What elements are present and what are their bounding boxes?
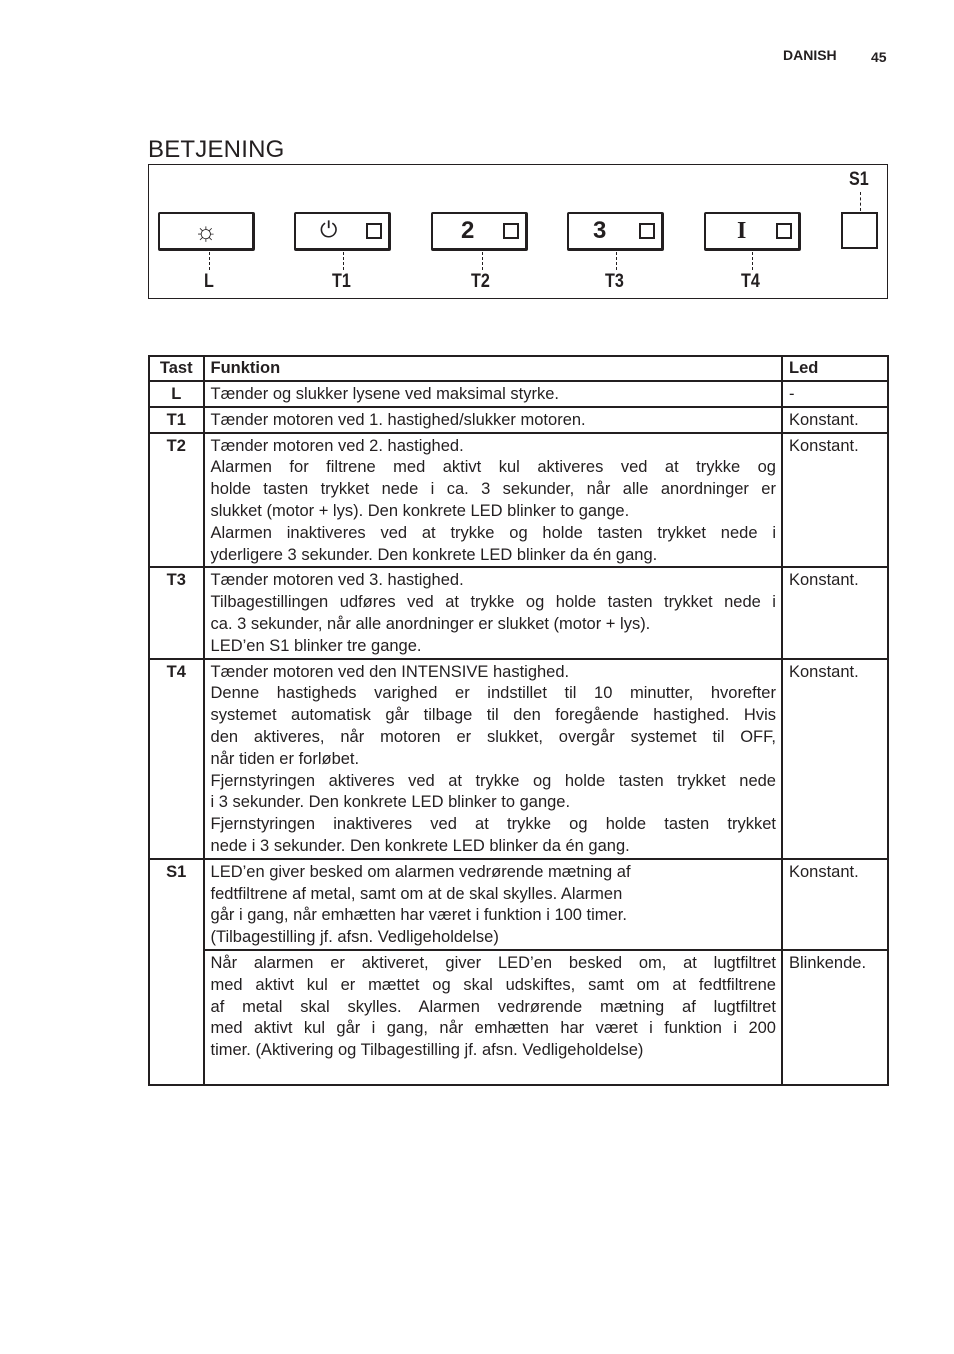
key-cell: T3	[149, 567, 204, 658]
function-line: Tænder motoren ved 3. hastighed.	[210, 571, 464, 590]
function-line: i 3 sekunder. Den konkrete LED blinker to gange.	[210, 793, 571, 812]
function-cell	[204, 950, 782, 1085]
function-line: Tænder motoren ved 2. hastighed.	[210, 436, 464, 455]
leader-line	[482, 252, 483, 270]
function-line: timer. (Aktivering og Tilbagestilling jf. afsn. Vedligeholdelse)	[210, 1041, 644, 1060]
s1-label: S1	[849, 169, 869, 190]
key-t4	[704, 212, 801, 251]
leader-line	[752, 252, 753, 270]
leader-line	[209, 252, 210, 270]
function-line: Tænder motoren ved 1. hastighed/slukker motoren.	[210, 410, 586, 429]
table-row-l	[149, 381, 888, 407]
table-row-t4	[149, 659, 888, 859]
page-number: 45	[871, 49, 887, 65]
function-line: når tiden er forløbet.	[210, 749, 360, 768]
column-header-led: Led	[782, 356, 888, 381]
key-cell: S1	[149, 859, 204, 1085]
function-line: Fjernstyringen inaktiveres ved at trykke og holde tasten trykket	[210, 815, 776, 834]
function-line: fedtfiltrene af metal, samt om at de skal skylles. Alarmen	[210, 884, 623, 903]
function-line: LED’en giver besked om alarmen vedrørende mætning af	[210, 862, 631, 881]
led-square	[776, 223, 792, 239]
function-line: af metal skal skylles. Alarmen vedrørende mætning af lugtfiltret	[210, 997, 776, 1016]
led-cell: Konstant.	[782, 659, 888, 859]
speed-3-icon: 3	[593, 217, 607, 244]
function-line: med aktivt kul er mættet og skal udskiftes, samt om at fedtfiltrene	[210, 975, 776, 994]
power-icon: ⏻	[320, 218, 338, 243]
section-title: BETJENING	[148, 136, 285, 163]
led-square	[503, 223, 519, 239]
s1-led	[841, 212, 878, 249]
function-cell	[204, 659, 782, 859]
speed-2-icon: 2	[461, 217, 475, 244]
function-line: Tænder motoren ved den INTENSIVE hastighed.	[210, 662, 570, 681]
function-line: den aktiveres, når motoren er slukket, overgår systemet til OFF,	[210, 727, 776, 746]
key-t2	[431, 212, 528, 251]
key-t1	[294, 212, 391, 251]
led-square	[366, 223, 382, 239]
table-row-t1	[149, 407, 888, 433]
table-row-s1-blink	[149, 950, 888, 1085]
key-label-l: L	[204, 271, 214, 292]
table-header-row	[149, 356, 888, 381]
led-square	[639, 223, 655, 239]
function-line: med aktivt kul går i gang, når emhætten har været i funktion i 200	[210, 1019, 776, 1038]
key-label-t4: T4	[741, 271, 760, 292]
led-cell: Konstant.	[782, 407, 888, 433]
control-panel-diagram	[148, 164, 888, 299]
key-t3	[567, 212, 664, 251]
function-line: systemet automatisk går tilbage til den foregående hastighed. Hvis	[210, 706, 776, 725]
function-line: Når alarmen er aktiveret, giver LED’en besked om, at lugtfiltret	[210, 953, 776, 972]
function-line: Fjernstyringen aktiveres ved at trykke og holde tasten trykket nede	[210, 771, 776, 790]
leader-line	[616, 252, 617, 270]
function-line: Denne hastigheds varighed er indstillet til 10 minutter, hvorefter	[210, 684, 776, 703]
function-line: nede i 3 sekunder. Den konkrete LED blinker da én gang.	[210, 836, 630, 855]
table-row-t3	[149, 567, 888, 658]
table-row-t2	[149, 433, 888, 568]
function-line: Tilbagestillingen udføres ved at trykke og holde tasten trykket nede i	[210, 593, 776, 612]
function-table	[148, 355, 889, 1086]
function-line: (Tilbagestilling jf. afsn. Vedligeholdelse)	[210, 928, 499, 947]
table-row-s1	[149, 859, 888, 950]
key-cell: L	[149, 381, 204, 407]
key-cell: T2	[149, 433, 204, 568]
intensive-icon: I	[737, 218, 747, 244]
function-cell	[204, 859, 782, 950]
function-line: LED’en S1 blinker tre gange.	[210, 636, 422, 655]
function-line: yderligere 3 sekunder. Den konkrete LED blinker da én gang.	[210, 545, 658, 564]
key-cell: T1	[149, 407, 204, 433]
leader-line	[343, 252, 344, 270]
led-cell: Konstant.	[782, 859, 888, 950]
leader-line	[860, 192, 861, 211]
function-line: Tænder og slukker lysene ved maksimal styrke.	[210, 385, 559, 403]
key-l	[158, 212, 255, 251]
function-cell	[204, 381, 782, 407]
function-cell	[204, 433, 782, 568]
column-header-funktion: Funktion	[204, 356, 782, 381]
column-header-tast: Tast	[149, 356, 204, 381]
function-line: slukket (motor + lys). Den konkrete LED blinker to gange.	[210, 501, 630, 520]
function-line: holde tasten trykket nede i ca. 3 sekunder, når alle anordninger er	[210, 480, 776, 499]
function-cell	[204, 407, 782, 433]
language-label: DANISH	[783, 47, 837, 63]
function-line: går i gang, når emhætten har været i funktion i 100 timer.	[210, 906, 627, 925]
key-cell: T4	[149, 659, 204, 859]
led-cell: -	[782, 381, 888, 407]
key-label-t1: T1	[332, 271, 351, 292]
light-icon: ☼	[194, 216, 218, 246]
key-label-t3: T3	[605, 271, 624, 292]
function-cell	[204, 567, 782, 658]
led-cell: Blinkende.	[782, 950, 888, 1085]
key-label-t2: T2	[471, 271, 490, 292]
function-line: ca. 3 sekunder, når alle anordninger er slukket (motor + lys).	[210, 614, 651, 633]
led-cell: Konstant.	[782, 567, 888, 658]
led-cell: Konstant.	[782, 433, 888, 568]
function-line: Alarmen for filtrene med aktivt kul aktiveres ved at trykke og	[210, 458, 776, 477]
function-line: Alarmen inaktiveres ved at trykke og holde tasten trykket nede i	[210, 523, 776, 542]
